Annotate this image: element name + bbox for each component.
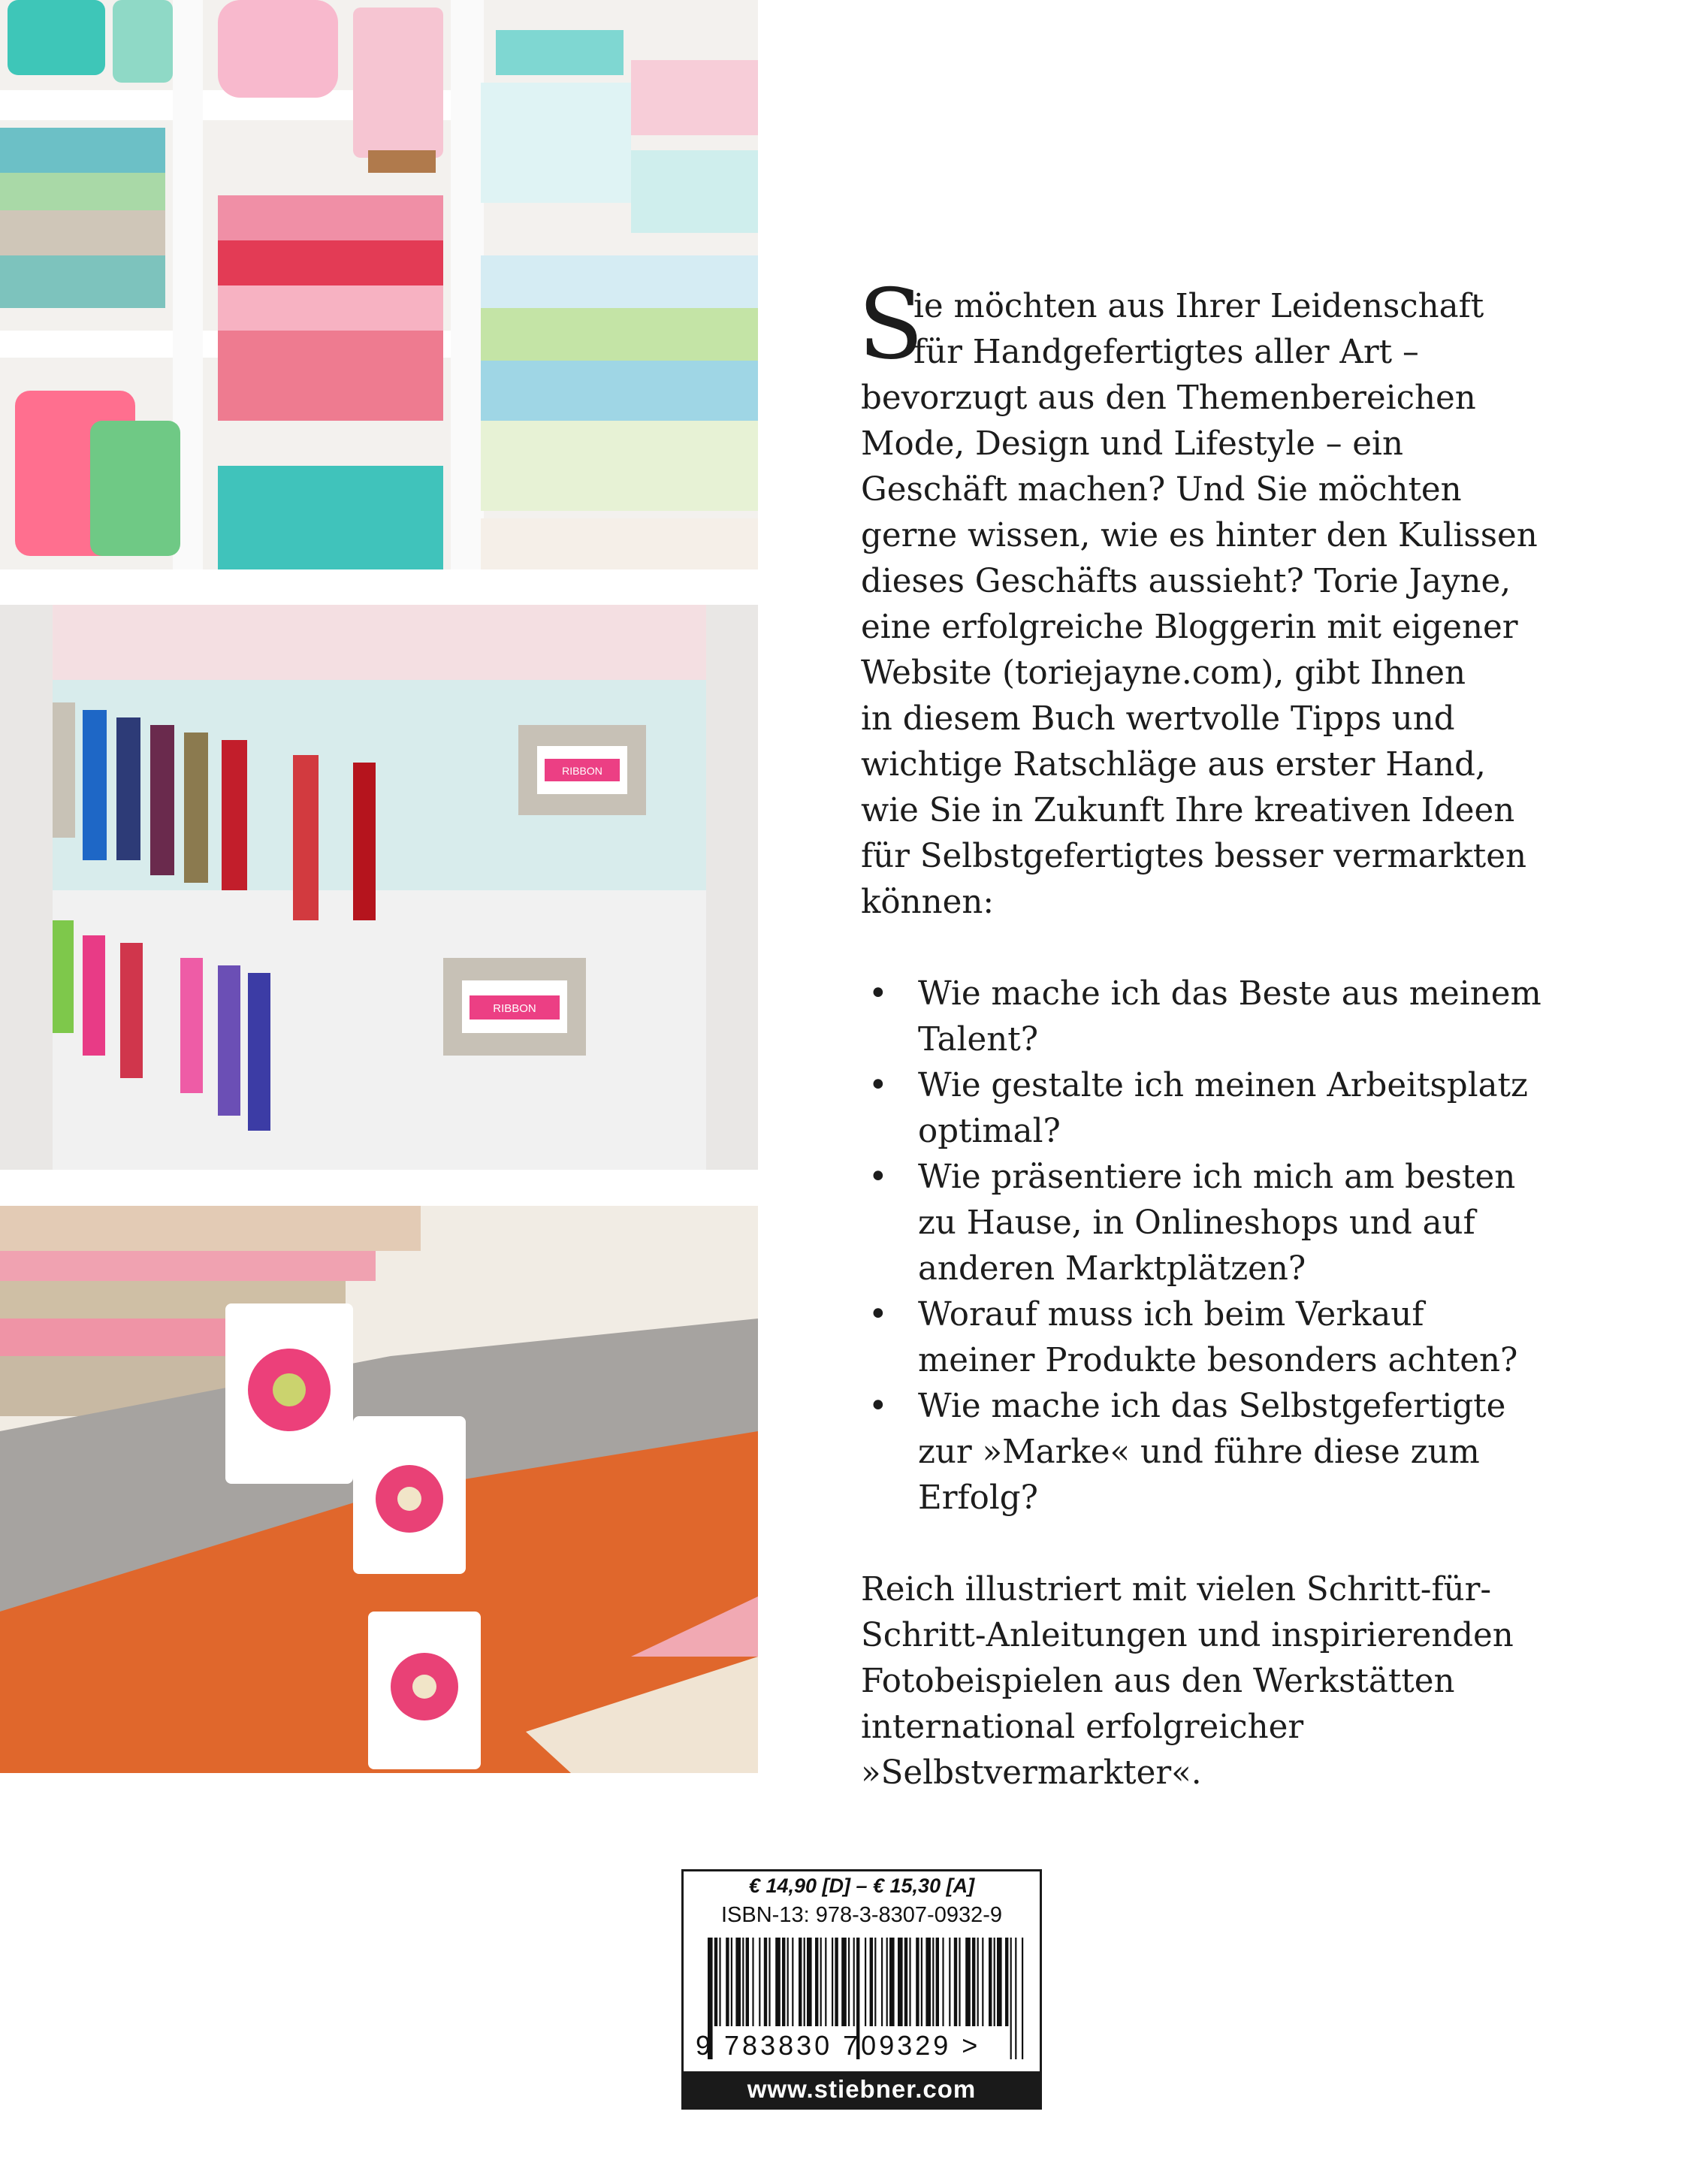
list-item: [861, 1384, 1627, 1521]
barcode-digits: 9 783830 709329 >: [696, 2030, 981, 2061]
drop-cap: S: [858, 269, 924, 381]
bullet: •: [868, 975, 888, 1013]
publisher-url: www.stiebner.com: [684, 2071, 1040, 2107]
photo-crochet-cushions: [0, 1206, 758, 1773]
list-item: [861, 1063, 1627, 1155]
outro-paragraph: Reich illustriert mit vielen Schritt-für- Schritt-Anleitungen und inspirierenden Fotobeispielen aus den Werkstätten international erfolgreicher »Selbstvermarkter«.: [861, 1571, 1514, 1792]
question-list: [861, 971, 1627, 1521]
photo-craft-shelves: [0, 0, 758, 569]
isbn-label: ISBN-13: 978-3-8307-0932-9: [720, 1903, 1002, 1927]
list-item-text: Wie gestalte ich meinen Arbeitsplatz optimal?: [918, 1067, 1528, 1150]
price-label: € 14,90 [D] – € 15,30 [A]: [748, 1874, 975, 1897]
barcode-block: [681, 1869, 1042, 2110]
list-item-text: Wie präsentiere ich mich am besten zu Hause, in Onlineshops und auf anderen Marktplätzen?: [918, 1158, 1516, 1288]
bullet: •: [868, 1388, 888, 1425]
bullet: •: [868, 1067, 888, 1104]
intro-first-lines: ie möchten aus Ihrer Leidenschaft für Handgefertigtes aller Art –: [913, 288, 1484, 371]
intro-paragraph: [858, 269, 1627, 926]
bullet: •: [868, 1296, 888, 1334]
label-text-top: RIBBON: [562, 765, 602, 777]
list-item-text: Worauf muss ich beim Verkauf meiner Produkte besonders achten?: [918, 1296, 1518, 1379]
photo-ribbon-boxes: [0, 605, 758, 1170]
list-item-text: Wie mache ich das Selbstgefertigte zur »Marke« und führe diese zum Erfolg?: [918, 1388, 1506, 1517]
bullet: •: [868, 1158, 888, 1196]
list-item: [861, 1292, 1627, 1384]
list-item-text: Wie mache ich das Beste aus meinem Talent?: [918, 975, 1541, 1059]
intro-body: bevorzugt aus den Themenbereichen Mode, Design und Lifestyle – ein Geschäft machen? Und Sie möchten gerne wissen, wie es hinter den Kulissen dieses Geschäfts aussieht? Torie Jayne, eine erfolgreiche Bloggerin mit eigener Website (toriejayne.com), gibt Ihnen in diesem Buch wertvolle Tipps und wichtige Ratschläge aus erster Hand, wie Sie in Zukunft Ihre kreativen Ideen für Selbstgefertigtes besser vermarkten können:: [861, 379, 1538, 921]
description-text: [858, 269, 1627, 1796]
label-text-bottom: RIBBON: [493, 1002, 536, 1015]
list-item: [861, 1155, 1627, 1292]
list-item: [861, 971, 1627, 1063]
